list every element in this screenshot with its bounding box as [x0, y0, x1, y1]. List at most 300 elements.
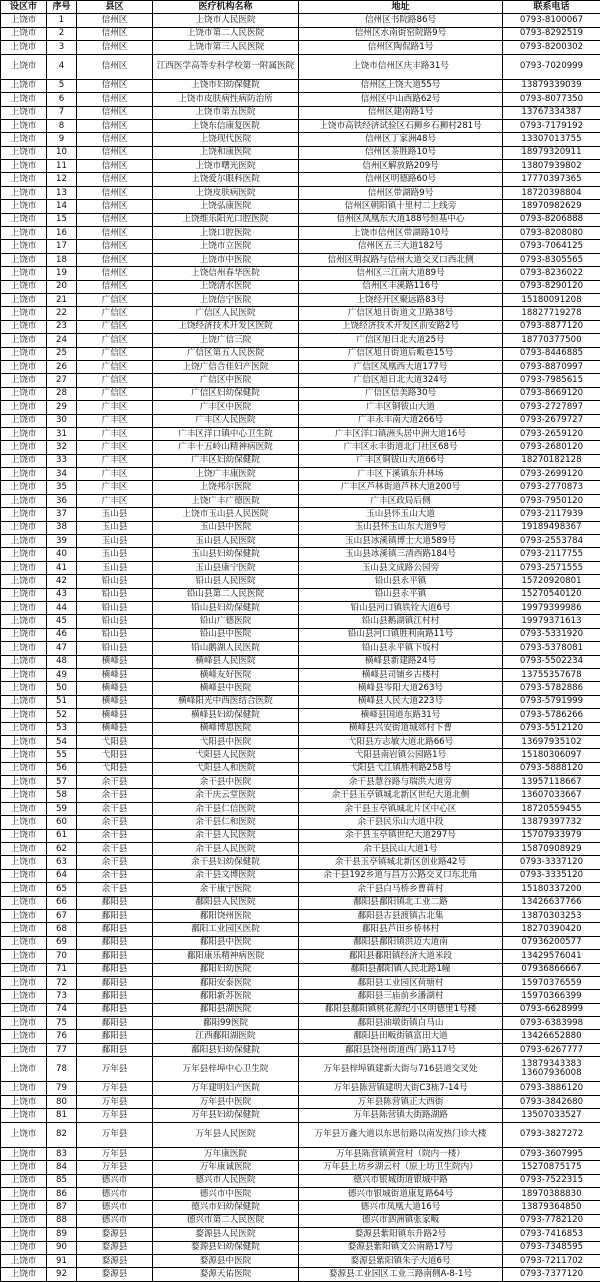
table-row — [1, 883, 600, 896]
cell-city: 上饶市 — [1, 923, 47, 936]
cell-county: 横峰县 — [77, 668, 153, 681]
cell-addr: 余干县玉亭镇城北片区中心区 — [299, 802, 503, 815]
cell-city: 上饶市 — [1, 227, 47, 240]
cell-name: 鄱阳县妇幼保健院 — [153, 1043, 299, 1056]
cell-city: 上饶市 — [1, 494, 47, 507]
cell-city: 上饶市 — [1, 1122, 47, 1147]
cell-county: 广信区 — [77, 387, 153, 400]
cell-city: 上饶市 — [1, 267, 47, 280]
cell-addr: 余干县玉亭镇城北新区世纪大道北侧 — [299, 789, 503, 802]
cell-name: 上饶现代医院 — [153, 133, 299, 146]
cell-tel: 13767334387 — [503, 106, 600, 119]
cell-county: 万年县 — [77, 1161, 153, 1174]
cell-addr: 余干县民乐山大道中段 — [299, 816, 503, 829]
table-row — [1, 374, 600, 387]
cell-name: 余干县中医院 — [153, 776, 299, 789]
cell-no: 35 — [47, 481, 77, 494]
table-row — [1, 802, 600, 815]
cell-city: 上饶市 — [1, 709, 47, 722]
cell-tel: 15180306097 — [503, 749, 600, 762]
cell-city: 上饶市 — [1, 816, 47, 829]
cell-tel: 0793-7950120 — [503, 494, 600, 507]
cell-county: 横峰县 — [77, 722, 153, 735]
cell-tel: 13307013755 — [503, 133, 600, 146]
cell-county: 信州区 — [77, 146, 153, 159]
table-row — [1, 615, 600, 628]
cell-tel: 18970388830 — [503, 1187, 600, 1200]
table-row — [1, 79, 600, 92]
table-row — [1, 682, 600, 695]
cell-addr: 铅山县永平镇 — [299, 588, 503, 601]
cell-county: 铅山县 — [77, 601, 153, 614]
cell-no: 39 — [47, 535, 77, 548]
cell-name: 玉山县人民医院 — [153, 535, 299, 548]
cell-tel: 0793-8290120 — [503, 280, 600, 293]
table-row — [1, 280, 600, 293]
cell-no: 57 — [47, 776, 77, 789]
cell-city: 上饶市 — [1, 173, 47, 186]
cell-addr: 广丰永丰南大道266号 — [299, 414, 503, 427]
cell-addr: 铅山县河口镇胜利南路11号 — [299, 628, 503, 641]
cell-no: 33 — [47, 454, 77, 467]
cell-tel: 18770377500 — [503, 334, 600, 347]
table-row — [1, 1268, 600, 1281]
cell-no: 38 — [47, 521, 77, 534]
cell-county: 信州区 — [77, 173, 153, 186]
table-row — [1, 1017, 600, 1030]
cell-county: 鄱阳县 — [77, 963, 153, 976]
cell-tel: 0793-5786266 — [503, 709, 600, 722]
cell-city: 上饶市 — [1, 588, 47, 601]
table-row — [1, 213, 600, 226]
cell-county: 信州区 — [77, 227, 153, 240]
cell-county: 万年县 — [77, 1082, 153, 1095]
cell-tel: 0793-7377120 — [503, 1268, 600, 1281]
cell-name: 铅山县第二人民医院 — [153, 588, 299, 601]
cell-tel: 18970982629 — [503, 200, 600, 213]
table-row — [1, 1254, 600, 1267]
cell-county: 广信区 — [77, 320, 153, 333]
cell-city: 上饶市 — [1, 347, 47, 360]
cell-name: 余干县文博医院 — [153, 869, 299, 882]
cell-county: 广丰区 — [77, 441, 153, 454]
cell-name: 横峰县妇幼保健院 — [153, 709, 299, 722]
cell-name: 弋阳县人民医院 — [153, 749, 299, 762]
cell-addr: 广信区旭日北大道324号 — [299, 374, 503, 387]
cell-name: 上饶邦尔医院 — [153, 481, 299, 494]
cell-addr: 弋阳县南岩镇公园路1号 — [299, 749, 503, 762]
cell-addr: 德兴市银城街道康复路64号 — [299, 1187, 503, 1200]
cell-no: 50 — [47, 682, 77, 695]
cell-name: 横峰阳光中西医结合医院 — [153, 695, 299, 708]
cell-city: 上饶市 — [1, 414, 47, 427]
table-body — [1, 14, 600, 1281]
cell-tel: 18270390420 — [503, 923, 600, 936]
cell-addr: 信州区中山西路62号 — [299, 93, 503, 106]
cell-county: 余干县 — [77, 802, 153, 815]
cell-addr: 鄱阳县鄱阳镇北工业二路 — [299, 896, 503, 909]
table-row — [1, 950, 600, 963]
cell-no: 2 — [47, 27, 77, 40]
table-row — [1, 360, 600, 373]
table-row — [1, 27, 600, 40]
table-row — [1, 1161, 600, 1174]
header-addr: 地址 — [299, 1, 503, 14]
cell-city: 上饶市 — [1, 280, 47, 293]
cell-name: 上饶市曙光医院 — [153, 160, 299, 173]
cell-tel: 0793-7416853 — [503, 1228, 600, 1241]
cell-addr: 婺源县工业园区工业三路南侧A-8-1号 — [299, 1268, 503, 1281]
cell-city: 上饶市 — [1, 1268, 47, 1281]
cell-no: 54 — [47, 735, 77, 748]
cell-city: 上饶市 — [1, 749, 47, 762]
cell-city: 上饶市 — [1, 1095, 47, 1108]
cell-tel: 0793-2727897 — [503, 401, 600, 414]
cell-name: 横峰县中医院 — [153, 682, 299, 695]
cell-city: 上饶市 — [1, 1241, 47, 1254]
table-row — [1, 655, 600, 668]
cell-addr: 余干县民山大道1号 — [299, 843, 503, 856]
cell-city: 上饶市 — [1, 1201, 47, 1214]
cell-addr: 上饶市信州区带湖路10号 — [299, 227, 503, 240]
cell-tel: 13697935102 — [503, 735, 600, 748]
cell-name: 铅山县妇幼保健院 — [153, 601, 299, 614]
cell-name: 铅山县中医院 — [153, 628, 299, 641]
cell-addr: 鄱阳县鄱阳镇洪迈大道南 — [299, 936, 503, 949]
cell-addr: 德兴市银城街道银城中路 — [299, 1174, 503, 1187]
cell-name: 鄱阳妇幼医院 — [153, 963, 299, 976]
cell-no: 37 — [47, 508, 77, 521]
cell-county: 婺源县 — [77, 1241, 153, 1254]
cell-tel: 13957118667 — [503, 776, 600, 789]
cell-name: 上饶信宁医院 — [153, 294, 299, 307]
table-row — [1, 909, 600, 922]
table-row — [1, 521, 600, 534]
table-row — [1, 160, 600, 173]
cell-city: 上饶市 — [1, 976, 47, 989]
cell-tel: 0793-8877120 — [503, 320, 600, 333]
cell-no: 16 — [47, 227, 77, 240]
cell-name: 上饶市玉山县人民医院 — [153, 508, 299, 521]
cell-tel: 0793-2680120 — [503, 441, 600, 454]
cell-addr: 广信区旭日街道后畈巷15号 — [299, 347, 503, 360]
cell-no: 51 — [47, 695, 77, 708]
cell-tel: 15180337200 — [503, 883, 600, 896]
cell-city: 上饶市 — [1, 1003, 47, 1016]
cell-name: 江西医学高等专科学校第一附属医院 — [153, 54, 299, 79]
cell-county: 铅山县 — [77, 588, 153, 601]
cell-tel: 13807939802 — [503, 160, 600, 173]
cell-addr: 万年县陈营镇建明大街C3栋7-14号 — [299, 1082, 503, 1095]
cell-addr: 鄱阳县鄱阳镇桃花源纪小区明德里1号楼 — [299, 1003, 503, 1016]
cell-city: 上饶市 — [1, 1174, 47, 1187]
cell-addr: 铅山县鹅湖镇江村村 — [299, 615, 503, 628]
cell-addr: 德兴市泗洲镇张家畈 — [299, 1214, 503, 1227]
cell-addr: 余干县玉亭镇世纪大道297号 — [299, 829, 503, 842]
cell-tel: 0793-2659120 — [503, 427, 600, 440]
table-row — [1, 1109, 600, 1122]
cell-name: 鄱阳饶州医院 — [153, 909, 299, 922]
cell-county: 广信区 — [77, 334, 153, 347]
cell-no: 83 — [47, 1147, 77, 1160]
cell-tel: 15970376559 — [503, 976, 600, 989]
cell-addr: 鄱阳县饶州街道西门路117号 — [299, 1043, 503, 1056]
cell-county: 余干县 — [77, 883, 153, 896]
cell-addr: 广信区凤凰西大道177号 — [299, 360, 503, 373]
cell-county: 鄱阳县 — [77, 1017, 153, 1030]
cell-no: 14 — [47, 200, 77, 213]
cell-tel: 15970366399 — [503, 990, 600, 1003]
cell-name: 上饶和康医院 — [153, 146, 299, 159]
cell-city: 上饶市 — [1, 374, 47, 387]
cell-addr: 信州区茶胜路10号 — [299, 146, 503, 159]
cell-no: 41 — [47, 561, 77, 574]
cell-tel: 0793-7064125 — [503, 240, 600, 253]
cell-no: 68 — [47, 923, 77, 936]
table-row — [1, 186, 600, 199]
cell-addr: 鄱阳县工业园区荷塘村 — [299, 976, 503, 989]
cell-name: 万年县梓埠中心卫生院 — [153, 1057, 299, 1082]
cell-addr: 婺源县紫阳镇东升路2号 — [299, 1228, 503, 1241]
table-row — [1, 1095, 600, 1108]
header-name: 医疗机构名称 — [153, 1, 299, 14]
cell-tel: 19979399986 — [503, 601, 600, 614]
cell-tel: 0793-5502234 — [503, 655, 600, 668]
cell-addr: 广丰区铜钹山大道66号 — [299, 454, 503, 467]
cell-name: 上饶市妇幼保健院 — [153, 79, 299, 92]
cell-tel: 0793-8305565 — [503, 253, 600, 266]
cell-city: 上饶市 — [1, 601, 47, 614]
cell-name: 上饶市人民医院 — [153, 14, 299, 27]
cell-no: 36 — [47, 494, 77, 507]
cell-name: 上饶皮肤病医院 — [153, 186, 299, 199]
cell-city: 上饶市 — [1, 213, 47, 226]
table-row — [1, 1122, 600, 1147]
table-row — [1, 963, 600, 976]
cell-county: 信州区 — [77, 186, 153, 199]
cell-county: 信州区 — [77, 200, 153, 213]
cell-no: 49 — [47, 668, 77, 681]
table-row — [1, 776, 600, 789]
cell-name: 万年县中医院 — [153, 1095, 299, 1108]
header-tel: 联系电话 — [503, 1, 600, 14]
cell-city: 上饶市 — [1, 682, 47, 695]
cell-name: 上饶爱尔眼科医院 — [153, 173, 299, 186]
cell-name: 上饶经济技术开发区医院 — [153, 320, 299, 333]
cell-addr: 玉山县冰溪镇博士大道589号 — [299, 535, 503, 548]
cell-city: 上饶市 — [1, 106, 47, 119]
cell-county: 广丰区 — [77, 401, 153, 414]
cell-addr: 信州区书院路86号 — [299, 14, 503, 27]
cell-no: 58 — [47, 789, 77, 802]
cell-no: 8 — [47, 119, 77, 132]
cell-county: 德兴市 — [77, 1187, 153, 1200]
cell-no: 32 — [47, 441, 77, 454]
cell-no: 75 — [47, 1017, 77, 1030]
table-row — [1, 347, 600, 360]
cell-county: 广丰区 — [77, 427, 153, 440]
cell-name: 万年康诚医院 — [153, 1161, 299, 1174]
table-row — [1, 601, 600, 614]
cell-no: 91 — [47, 1254, 77, 1267]
table-row — [1, 267, 600, 280]
cell-addr: 上饶市信州区庆丰路31号 — [299, 54, 503, 79]
cell-county: 万年县 — [77, 1095, 153, 1108]
table-row — [1, 146, 600, 159]
cell-no: 4 — [47, 54, 77, 79]
cell-no: 1 — [47, 14, 77, 27]
cell-addr: 信州区丁家洲48号 — [299, 133, 503, 146]
cell-city: 上饶市 — [1, 762, 47, 775]
cell-name: 上饶市立医院 — [153, 240, 299, 253]
cell-name: 玉山县康宁医院 — [153, 561, 299, 574]
cell-name: 上饶市第二人民医院 — [153, 27, 299, 40]
cell-name: 广信区第五人民医院 — [153, 347, 299, 360]
table-row — [1, 468, 600, 481]
cell-tel: 0793-8208080 — [503, 227, 600, 240]
cell-addr: 万年县陈营镇正大西街 — [299, 1095, 503, 1108]
cell-tel: 13429576041 — [503, 950, 600, 963]
cell-no: 30 — [47, 414, 77, 427]
cell-name: 余干县人民医院 — [153, 829, 299, 842]
cell-name: 江西鄱阳湖医院 — [153, 1030, 299, 1043]
table-row — [1, 642, 600, 655]
table-row — [1, 454, 600, 467]
cell-tel: 0793-3886120 — [503, 1082, 600, 1095]
cell-tel: 13426637766 — [503, 896, 600, 909]
cell-county: 余干县 — [77, 789, 153, 802]
table-row — [1, 1082, 600, 1095]
cell-tel: 19189498367 — [503, 521, 600, 534]
cell-name: 余干县妇幼保健院 — [153, 856, 299, 869]
cell-name: 上饶市皮肤病性病防治所 — [153, 93, 299, 106]
table-row — [1, 1201, 600, 1214]
cell-county: 广信区 — [77, 360, 153, 373]
cell-addr: 万年县陈营镇大街路湖路 — [299, 1109, 503, 1122]
cell-name: 弋阳县人和医院 — [153, 762, 299, 775]
cell-no: 42 — [47, 575, 77, 588]
cell-tel: 0793-7348595 — [503, 1241, 600, 1254]
cell-addr: 上饶市高铁经济试验区石狮乡石狮村281号 — [299, 119, 503, 132]
cell-name: 广信区妇幼保健院 — [153, 387, 299, 400]
table-row — [1, 628, 600, 641]
cell-city: 上饶市 — [1, 427, 47, 440]
cell-name: 上饶弘康医院 — [153, 200, 299, 213]
table-row — [1, 869, 600, 882]
cell-city: 上饶市 — [1, 1214, 47, 1227]
cell-county: 玉山县 — [77, 508, 153, 521]
cell-county: 信州区 — [77, 79, 153, 92]
cell-city: 上饶市 — [1, 843, 47, 856]
cell-no: 15 — [47, 213, 77, 226]
cell-tel: 0793-8292519 — [503, 27, 600, 40]
cell-no: 63 — [47, 856, 77, 869]
cell-county: 婺源县 — [77, 1268, 153, 1281]
cell-addr: 铅山县永平镇 — [299, 575, 503, 588]
cell-city: 上饶市 — [1, 883, 47, 896]
cell-city: 上饶市 — [1, 468, 47, 481]
cell-tel: 15180091208 — [503, 294, 600, 307]
cell-addr: 广信区旭日街道文卫路38号 — [299, 307, 503, 320]
cell-no: 90 — [47, 1241, 77, 1254]
header-no: 序号 — [47, 1, 77, 14]
cell-tel: 18979320911 — [503, 146, 600, 159]
cell-city: 上饶市 — [1, 186, 47, 199]
cell-county: 弋阳县 — [77, 735, 153, 748]
cell-tel: 17770397365 — [503, 173, 600, 186]
cell-tel: 07936200577 — [503, 936, 600, 949]
cell-county: 鄱阳县 — [77, 990, 153, 1003]
cell-county: 铅山县 — [77, 615, 153, 628]
cell-no: 85 — [47, 1174, 77, 1187]
cell-tel: 18720559455 — [503, 802, 600, 815]
cell-county: 玉山县 — [77, 548, 153, 561]
cell-name: 上饶市中医院 — [153, 253, 299, 266]
cell-no: 56 — [47, 762, 77, 775]
table-row — [1, 789, 600, 802]
table-row — [1, 668, 600, 681]
cell-name: 鄱阳县湖医院 — [153, 1003, 299, 1016]
table-row — [1, 1147, 600, 1160]
cell-city: 上饶市 — [1, 1254, 47, 1267]
cell-addr: 余干县慧谷路与瑞洪大道旁 — [299, 776, 503, 789]
cell-no: 11 — [47, 160, 77, 173]
cell-name: 铅山广德医院 — [153, 615, 299, 628]
cell-city: 上饶市 — [1, 79, 47, 92]
cell-city: 上饶市 — [1, 802, 47, 815]
cell-no: 82 — [47, 1122, 77, 1147]
cell-addr: 玉山县冰溪镇三清西路184号 — [299, 548, 503, 561]
cell-county: 余干县 — [77, 843, 153, 856]
table-row — [1, 93, 600, 106]
cell-no: 62 — [47, 843, 77, 856]
header-city: 设区市 — [1, 1, 47, 14]
cell-no: 13 — [47, 186, 77, 199]
cell-city: 上饶市 — [1, 133, 47, 146]
cell-city: 上饶市 — [1, 41, 47, 54]
cell-city: 上饶市 — [1, 1109, 47, 1122]
cell-county: 鄱阳县 — [77, 923, 153, 936]
cell-tel: 0793-2117755 — [503, 548, 600, 561]
cell-addr: 弋阳县方志敏大道北路66号 — [299, 735, 503, 748]
cell-county: 信州区 — [77, 160, 153, 173]
cell-addr: 上饶经开区聚远路83号 — [299, 294, 503, 307]
cell-tel: 0793-2699120 — [503, 468, 600, 481]
cell-county: 余干县 — [77, 829, 153, 842]
cell-tel: 13879364850 — [503, 1201, 600, 1214]
cell-no: 55 — [47, 749, 77, 762]
cell-tel: 0793-3842680 — [503, 1095, 600, 1108]
cell-name: 余干康宁医院 — [153, 883, 299, 896]
cell-tel: 0793-2571555 — [503, 561, 600, 574]
cell-city: 上饶市 — [1, 387, 47, 400]
cell-city: 上饶市 — [1, 253, 47, 266]
cell-county: 广丰区 — [77, 468, 153, 481]
cell-city: 上饶市 — [1, 856, 47, 869]
cell-county: 信州区 — [77, 54, 153, 79]
cell-city: 上饶市 — [1, 307, 47, 320]
cell-city: 上饶市 — [1, 936, 47, 949]
cell-county: 万年县 — [77, 1057, 153, 1082]
cell-tel: 0793-8236022 — [503, 267, 600, 280]
cell-addr: 鄱阳县鄱阳镇人民北路1幢 — [299, 963, 503, 976]
cell-county: 信州区 — [77, 14, 153, 27]
cell-tel: 13879339039 — [503, 79, 600, 92]
table-row — [1, 535, 600, 548]
cell-addr: 鄱阳县鄱阳镇经济大道米段 — [299, 950, 503, 963]
cell-no: 46 — [47, 628, 77, 641]
cell-city: 上饶市 — [1, 561, 47, 574]
